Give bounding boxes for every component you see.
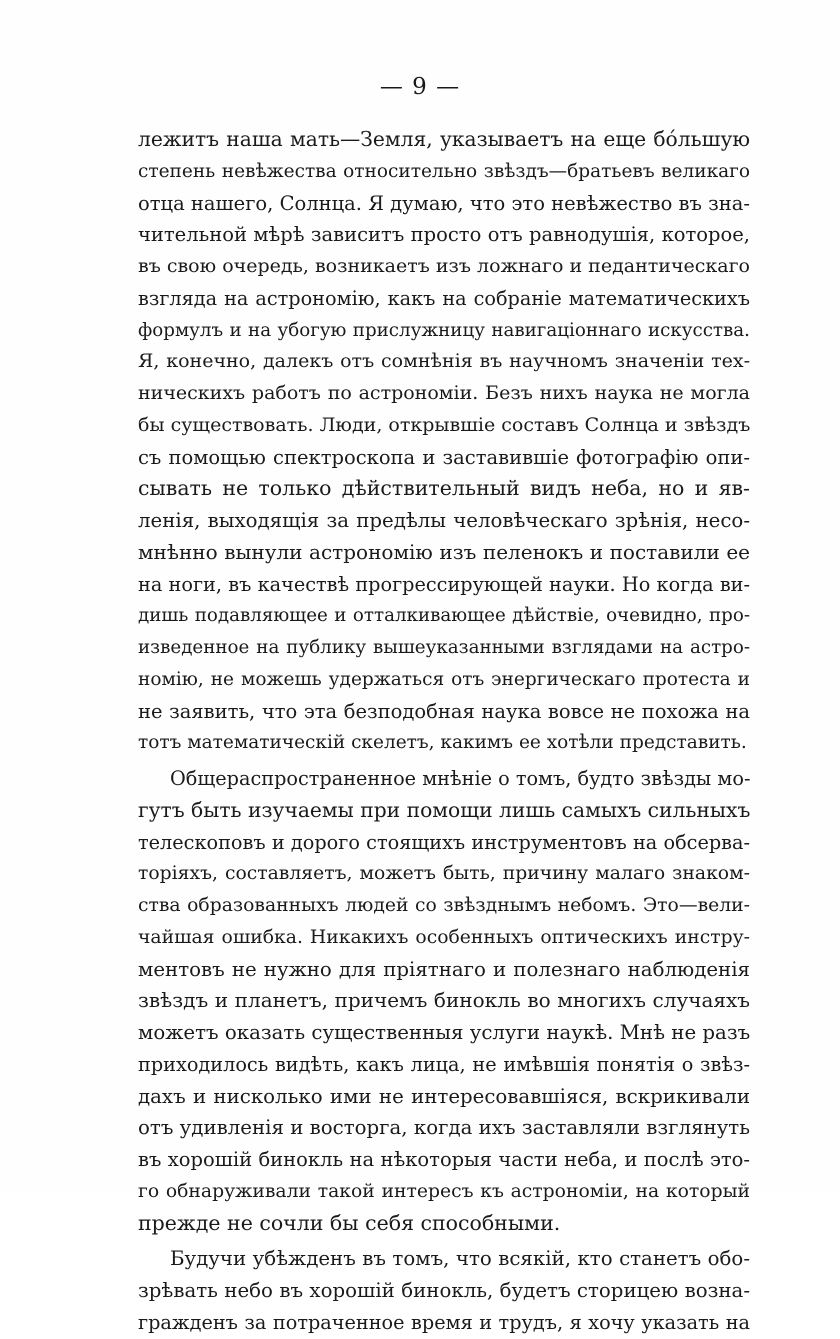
text-line: мнѣнно вынули астрономію изъ пеленокъ и поставили ее xyxy=(138,539,750,564)
text-line: приходилось видѣть, какъ лица, не имѣвшія понятія о звѣз- xyxy=(138,1052,750,1076)
text-line: звѣздъ и планетъ, причемъ бинокль во многихъ случаяхъ xyxy=(138,988,750,1013)
text-line: торіяхъ, составляетъ, можетъ быть, причину малаго знаком- xyxy=(138,863,750,885)
page-number: — 9 — xyxy=(379,74,461,100)
text-line: гутъ быть изучаемы при помощи лишь самыхъ сильныхъ xyxy=(138,797,750,822)
paragraph-3 xyxy=(138,1243,750,1338)
text-line: взгляда на астрономію, какъ на собраніе математическихъ xyxy=(138,286,750,310)
text-line: можетъ оказать существенныя услуги наукѣ. Мнѣ не разъ xyxy=(138,1021,750,1044)
paragraph-1 xyxy=(138,124,750,759)
text-line: въ хорошій бинокль на нѣкоторыя части неба, и послѣ это- xyxy=(138,1148,750,1171)
text-line: телескоповъ и дорого стоящихъ инструментовъ на обсерва- xyxy=(138,830,750,854)
paragraph-2 xyxy=(138,763,750,1239)
text-line: отца нашего, Солнца. Я думаю, что это невѣжество въ зна- xyxy=(138,191,750,215)
text-line: дишь подавляющее и отталкивающее дѣйствіе, очевидно, про- xyxy=(138,605,750,627)
text-line: номію, не можешь удержаться отъ энергическаго протеста и xyxy=(138,668,750,690)
text-line: ства образованныхъ людей со звѣзднымъ небомъ. Это—вели- xyxy=(138,895,750,916)
text-line: го обнаруживали такой интересъ къ астрономіи, на который xyxy=(138,1180,750,1202)
text-line: ническихъ работъ по астрономіи. Безъ нихъ наука не могла xyxy=(138,382,750,404)
text-line: степень невѣжества относительно звѣздъ—братьевъ великаго xyxy=(138,160,750,182)
text-line: сывать не только дѣйствительный видъ неба, но и яв- xyxy=(138,476,750,501)
text-line: Будучи убѣжденъ въ томъ, что всякій, кто станетъ обо- xyxy=(170,1247,750,1271)
text-line: гражденъ за потраченное время и трудъ, я хочу указать на xyxy=(138,1310,750,1334)
text-line: на ноги, въ качествѣ прогрессирующей науки. Но когда ви- xyxy=(138,572,750,596)
text-line: лежитъ наша мать—Земля, указываетъ на еще бóльшую xyxy=(138,127,750,151)
text-line: съ помощью спектроскопа и заставившіе фотографію опи- xyxy=(138,445,750,469)
text-line: ментовъ не нужно для пріятнаго и полезнаго наблюденія xyxy=(138,957,750,981)
text-line: чительной мѣрѣ зависитъ просто отъ равнодушія, которое, xyxy=(138,223,750,247)
text-line: бы существовать. Люди, открывшіе составъ Солнца и звѣздъ xyxy=(138,413,750,436)
text-line: отъ удивленія и восторга, когда ихъ заставляли взглянуть xyxy=(138,1116,750,1140)
text-line: изведенное на публику вышеуказанными взглядами на астро- xyxy=(138,637,750,658)
text-line: ленія, выходящія за предѣлы человѣческаго зрѣнія, несо- xyxy=(138,509,750,532)
text-line: Я, конечно, далекъ отъ сомнѣнія въ научномъ значеніи тех- xyxy=(138,350,750,373)
text-line: Общераспространенное мнѣніе о томъ, будто звѣзды мо- xyxy=(170,767,750,790)
text-line: формулъ и на убогую прислужницу навигаціоннаго искусства. xyxy=(138,319,750,341)
text-line: чайшая ошибка. Никакихъ особенныхъ оптическихъ инстру- xyxy=(138,926,750,948)
text-line: тотъ математическій скелетъ, какимъ ее хотѣли представить. xyxy=(138,732,747,754)
text-line: зрѣвать небо въ хорошій бинокль, будетъ сторицею возна- xyxy=(138,1279,750,1302)
text-line: дахъ и нисколько ими не интересовавшіяся, вскрикивали xyxy=(138,1084,750,1108)
text-line: прежде не сочли бы себя способными. xyxy=(138,1210,561,1235)
body-text xyxy=(138,124,750,1339)
text-line: не заявить, что эта безподобная наука вовсе не похожа на xyxy=(138,699,750,723)
text-line: въ свою очередь, возникаетъ изъ ложнаго и педантическаго xyxy=(138,255,750,277)
